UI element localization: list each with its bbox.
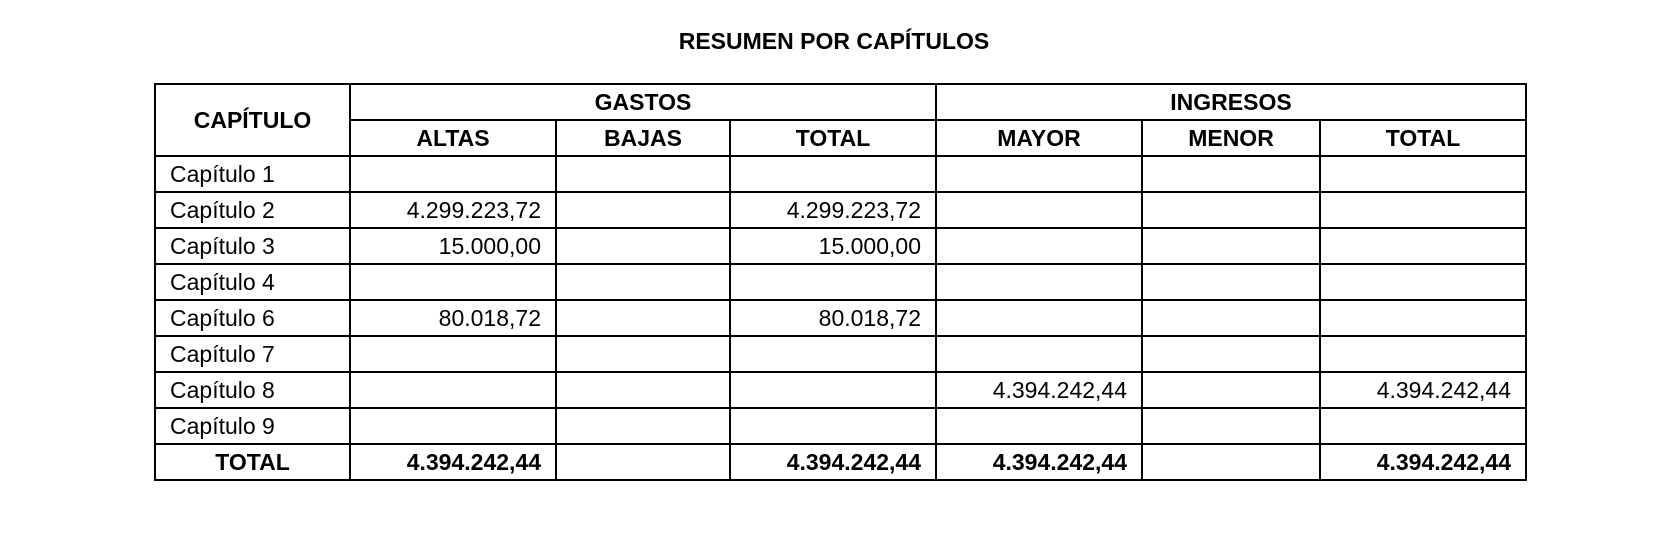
cell-capitulo: Capítulo 8 [155, 372, 350, 408]
total-menor [1142, 444, 1320, 480]
cell-total-gastos [730, 156, 936, 192]
cell-capitulo: Capítulo 7 [155, 336, 350, 372]
cell-mayor [936, 156, 1142, 192]
document-title: RESUMEN POR CAPÍTULOS [678, 28, 990, 54]
cell-bajas [556, 372, 730, 408]
cell-total-ingresos: 4.394.242,44 [1320, 372, 1526, 408]
cell-capitulo: Capítulo 2 [155, 192, 350, 228]
cell-total-gastos: 15.000,00 [730, 228, 936, 264]
table-row [155, 336, 1526, 372]
cell-total-ingresos [1320, 192, 1526, 228]
cell-total-gastos: 4.299.223,72 [730, 192, 936, 228]
cell-menor [1142, 228, 1320, 264]
cell-menor [1142, 264, 1320, 300]
cell-mayor [936, 228, 1142, 264]
table-row [155, 408, 1526, 444]
header-ingresos: INGRESOS [936, 84, 1526, 120]
table-row [155, 372, 1526, 408]
header-mayor: MAYOR [936, 120, 1142, 156]
cell-capitulo: Capítulo 9 [155, 408, 350, 444]
total-row [155, 444, 1526, 480]
cell-total-ingresos [1320, 228, 1526, 264]
cell-menor [1142, 192, 1320, 228]
header-total-ingresos: TOTAL [1320, 120, 1526, 156]
total-ingresos: 4.394.242,44 [1320, 444, 1526, 480]
cell-total-gastos: 80.018,72 [730, 300, 936, 336]
cell-altas: 15.000,00 [350, 228, 556, 264]
cell-total-ingresos [1320, 300, 1526, 336]
cell-altas: 4.299.223,72 [350, 192, 556, 228]
cell-total-ingresos [1320, 264, 1526, 300]
cell-mayor [936, 192, 1142, 228]
header-capitulo: CAPÍTULO [155, 84, 350, 156]
header-altas: ALTAS [350, 120, 556, 156]
header-gastos: GASTOS [350, 84, 936, 120]
cell-bajas [556, 228, 730, 264]
cell-mayor [936, 264, 1142, 300]
cell-menor [1142, 336, 1320, 372]
header-total-gastos: TOTAL [730, 120, 936, 156]
cell-altas [350, 156, 556, 192]
cell-mayor [936, 336, 1142, 372]
cell-capitulo: Capítulo 1 [155, 156, 350, 192]
total-label: TOTAL [155, 444, 350, 480]
cell-menor [1142, 408, 1320, 444]
total-bajas [556, 444, 730, 480]
cell-total-gastos [730, 264, 936, 300]
cell-bajas [556, 264, 730, 300]
summary-table [154, 83, 1527, 481]
cell-bajas [556, 336, 730, 372]
cell-bajas [556, 300, 730, 336]
cell-menor [1142, 372, 1320, 408]
cell-capitulo: Capítulo 4 [155, 264, 350, 300]
cell-mayor [936, 300, 1142, 336]
cell-altas [350, 336, 556, 372]
cell-bajas [556, 156, 730, 192]
cell-total-gastos [730, 408, 936, 444]
cell-menor [1142, 300, 1320, 336]
table-row [155, 264, 1526, 300]
cell-total-ingresos [1320, 408, 1526, 444]
header-row-columns [155, 120, 1526, 156]
table-row [155, 228, 1526, 264]
cell-bajas [556, 408, 730, 444]
cell-total-ingresos [1320, 156, 1526, 192]
cell-total-gastos [730, 372, 936, 408]
table-row [155, 300, 1526, 336]
cell-altas [350, 408, 556, 444]
header-row-groups [155, 84, 1526, 120]
total-mayor: 4.394.242,44 [936, 444, 1142, 480]
cell-mayor [936, 408, 1142, 444]
cell-altas [350, 372, 556, 408]
header-bajas: BAJAS [556, 120, 730, 156]
table-row [155, 192, 1526, 228]
total-gastos: 4.394.242,44 [730, 444, 936, 480]
cell-altas: 80.018,72 [350, 300, 556, 336]
cell-bajas [556, 192, 730, 228]
cell-mayor: 4.394.242,44 [936, 372, 1142, 408]
cell-altas [350, 264, 556, 300]
total-altas: 4.394.242,44 [350, 444, 556, 480]
cell-total-ingresos [1320, 336, 1526, 372]
table-row [155, 156, 1526, 192]
cell-capitulo: Capítulo 6 [155, 300, 350, 336]
cell-capitulo: Capítulo 3 [155, 228, 350, 264]
cell-total-gastos [730, 336, 936, 372]
header-menor: MENOR [1142, 120, 1320, 156]
cell-menor [1142, 156, 1320, 192]
